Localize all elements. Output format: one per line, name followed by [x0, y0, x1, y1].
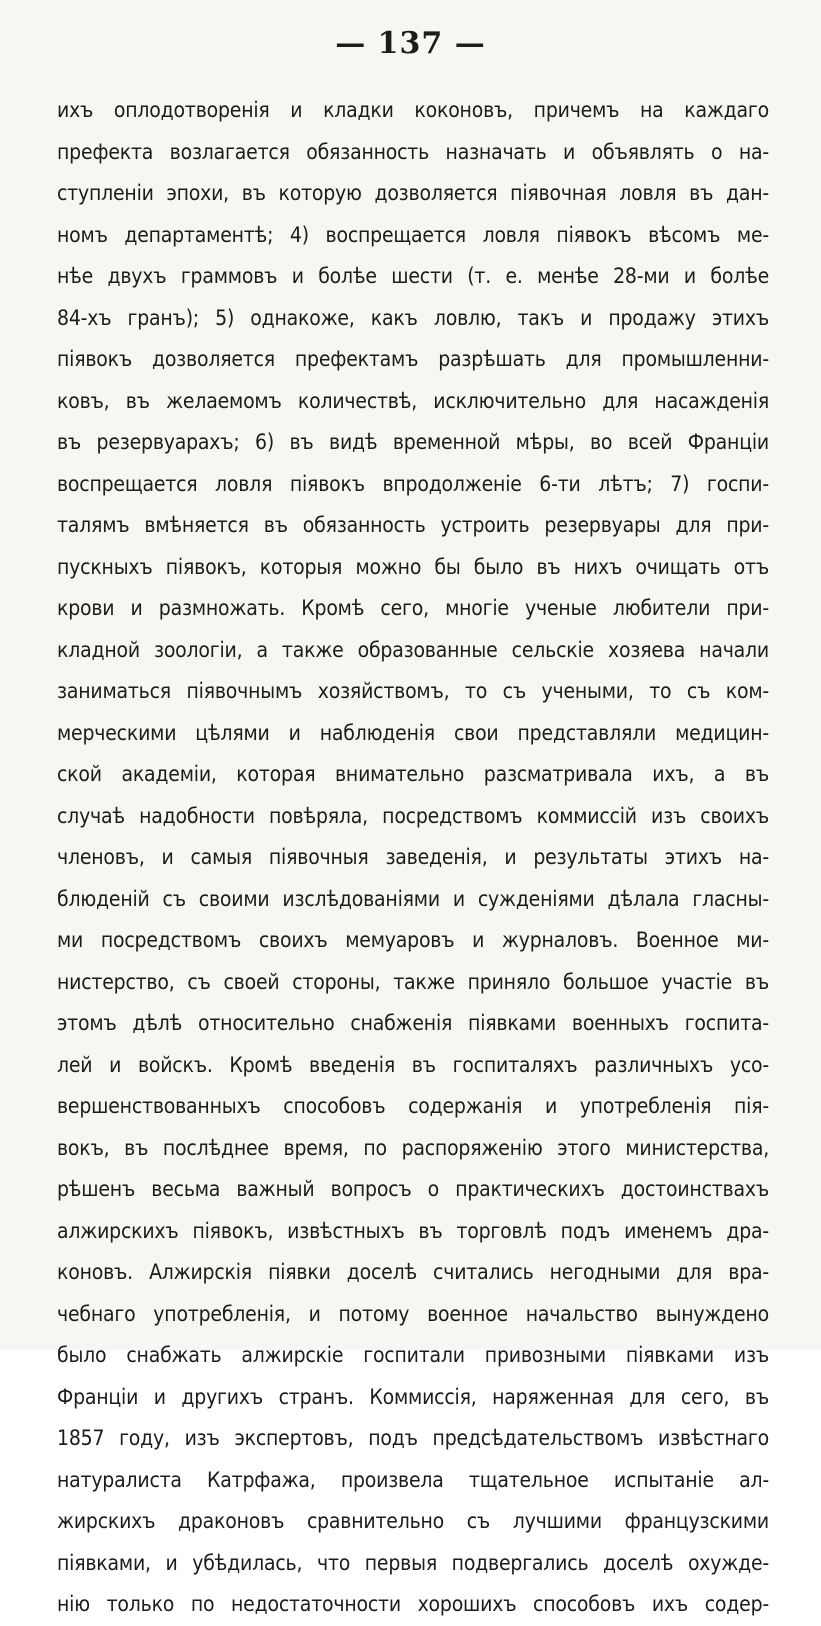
text-line: талямъ вмѣняется въ обязанность устроить резервуары для при-	[57, 513, 769, 537]
text-line: коновъ. Алжирскія піявки доселѣ считались негодными для вра-	[57, 1260, 769, 1284]
text-line: лей и войскъ. Кромѣ введенія въ госпиталяхъ различныхъ усо-	[57, 1052, 769, 1077]
text-line: этомъ дѣлѣ относительно снабженія піявками военныхъ госпита-	[57, 1011, 769, 1035]
text-line: заниматься піявочнымъ хозяйствомъ, то съ учеными, то съ ком-	[57, 679, 769, 703]
text-line: мерческими цѣлями и наблюденія свои представляли медицин-	[57, 720, 769, 745]
text-line: 84-хъ гранъ); 5) однакоже, какъ ловлю, такъ и продажу этихъ	[57, 305, 769, 330]
text-line: ми посредствомъ своихъ мемуаровъ и журналовъ. Военное ми-	[57, 928, 769, 952]
text-line: воспрещается ловля піявокъ впродолженіе 6-ти лѣтъ; 7) госпи-	[57, 471, 769, 496]
text-line: въ резервуарахъ; 6) въ видѣ временной мѣры, во всей Франціи	[57, 430, 769, 454]
text-line: случаѣ надобности повѣряла, посредствомъ коммиссій изъ своихъ	[57, 803, 769, 828]
text-line: номъ департаментѣ; 4) воспрещается ловля піявокъ вѣсомъ ме-	[57, 222, 769, 247]
text-line: вершенствованныхъ способовъ содержанія и употребленія пія-	[57, 1094, 769, 1118]
text-line: ковъ, въ желаемомъ количествѣ, исключительно для насажденія	[57, 388, 769, 413]
text-line: нистерство, съ своей стороны, также приняло большое участіе въ	[57, 969, 769, 994]
text-line: нѣе двухъ граммовъ и болѣе шести (т. е. менѣе 28-ми и болѣе	[57, 264, 769, 288]
text-line: кладной зоологіи, а также образованные сельскіе хозяева начали	[57, 637, 769, 662]
text-line: рѣшенъ весьма важный вопросъ о практическихъ достоинствахъ	[57, 1177, 769, 1201]
text-line: блюденій съ своими изслѣдованіями и сужденіями дѣлала гласны-	[57, 886, 769, 911]
text-line: вокъ, въ послѣднее время, по распоряженію этого министерства,	[57, 1135, 769, 1160]
page-number: — 137 —	[335, 26, 486, 61]
text-line: было снабжать алжирскіе госпитали привозными піявками изъ	[57, 1343, 769, 1367]
text-line: префекта возлагается обязанность назначать и объявлять о на-	[57, 139, 769, 164]
text-line: чебнаго употребленія, и потому военное начальство вынуждено	[57, 1301, 769, 1326]
text-line: алжирскихъ піявокъ, извѣстныхъ въ торговлѣ подъ именемъ дра-	[57, 1218, 769, 1243]
text-line: нію только по недостаточности хорошихъ способовъ ихъ содер-	[57, 1592, 769, 1616]
text-line: членовъ, и самыя піявочныя заведенія, и результаты этихъ на-	[57, 845, 769, 869]
text-line: натуралиста Катрфажа, произвела тщательное испытаніе ал-	[57, 1467, 769, 1492]
text-line: ихъ оплодотворенія и кладки коконовъ, причемъ на каждаго	[57, 98, 769, 122]
text-line: пускныхъ піявокъ, которыя можно бы было въ нихъ очищать отъ	[57, 554, 769, 579]
text-line: ступленіи эпохи, въ которую дозволяется піявочная ловля въ дан-	[57, 181, 769, 205]
text-line: ской академіи, которая внимательно разсматривала ихъ, а въ	[57, 762, 769, 786]
body-text	[57, 90, 769, 1626]
text-line: піявками, и убѣдилась, что первыя подвергались доселѣ охужде-	[57, 1550, 769, 1575]
text-line: крови и размножать. Кромѣ сего, многіе ученые любители при-	[57, 596, 769, 620]
text-line: піявокъ дозволяется префектамъ разрѣшать для промышленни-	[57, 347, 769, 371]
text-line: Франціи и другихъ странъ. Коммиссія, наряженная для сего, въ	[57, 1384, 769, 1409]
text-line: 1857 году, изъ экспертовъ, подъ предсѣдательствомъ извѣстнаго	[57, 1426, 769, 1450]
text-line: жирскихъ драконовъ сравнительно съ лучшими французскими	[57, 1509, 769, 1533]
